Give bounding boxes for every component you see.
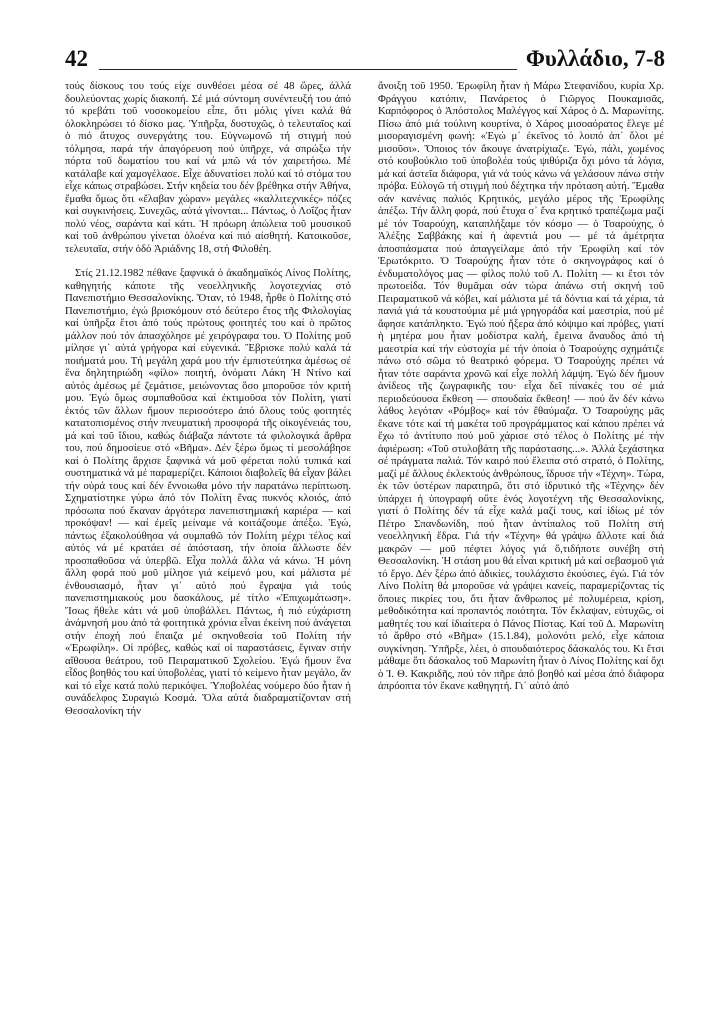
left-column	[65, 80, 351, 717]
journal-title: Φυλλάδιο, 7-8	[525, 46, 665, 71]
paragraph: τούς δίσκους του τούς είχε συνθέσει μέσα σέ 48 ὥρες, ἀλλά δουλεύοντας χωρίς διακοπή. Σέ μιά σύντομη συνέντευξή του ἀπό τό κρεβάτι τοῦ νοσοκομείου εἶπε, ὅτι μόλις γίνει καλά θά ὁλοκληρώσει τό δίσκο μας. Ὑπῆρξα, δυστυχῶς, ὁ τελευταῖος καί ὁ πιό ἄτυχος συνεργάτης του. Εὐγνωμονῶ τή στιγμή πού τόλμησα, παρά τήν ἀπαγόρευση πού ὑπῆρχε, νά σπρώξω τήν πόρτα τοῦ δωματίου του καί νά μπῶ νά τόν χαιρετήσω. Μέ κατάλαβε καί χαμογέλασε. Εἶχε ἀδυνατίσει πολύ καί τό στόμα του εἶχε κάπως στραβώσει. Στήν κηδεία του δέν βρέθηκα στήν Ἀθήνα, ἔμαθα ὅμως ὅτι «ἔλαβαν χώραν» μεγάλες «καλλιτεχνικές» πόζες καί συγκινήσεις. Συνεχῶς, αὐτά γίνονται... Πάντως, ὁ Λοΐζος ἦταν πολύ νέος, σαράντα καί κάτι. Ἡ πρόωρη ἀπώλεια τοῦ μουσικοῦ καί τοῦ ἀνθρώπου γίνεται ὁλοένα καί πιό αἰσθητή. Κατοικοῦσε, τελευταῖα, στήν ὁδό Ἀριάδνης 18, στή Φιλοθέη.	[65, 80, 351, 255]
right-column	[378, 80, 664, 693]
header-rule	[99, 69, 517, 70]
paragraph: Στίς 21.12.1982 πέθανε ξαφνικά ὁ ἀκαδημαϊκός Λίνος Πολίτης, καθηγητής κάποτε τῆς νεοελληνικῆς λογοτεχνίας στό Πανεπιστήμιο Θεσσαλονίκης. Ὅταν, τό 1948, ἦρθε ὁ Πολίτης στό Πανεπιστήμιο, ἐγώ βρισκόμουν στό δεύτερο ἔτος τῆς Φιλολογίας καί ὑπῆρξα ἔτσι ἀπό τούς πρώτους φοιτητές του καί ὁ πρῶτος μάλλον πού τόν ἀπασχόλησε μέ χειρόγραφα του. Ὁ Πολίτης μοῦ μίλησε γι᾿ αὐτά γρήγορα καί εὐγενικά. Ἔβρισκε πολύ καλά τά ποιήματά μου. Τή μεγάλη χαρά μου τήν ἐμπιστεύτηκα ἀμέσως σέ ἕνα δηλητηριώδη «φίλο» ποιητή, ὀνόματι Λάκη Ἠ Ντίνο καί αὐτός ἀμέσως μέ ζεμάτισε, μειώνοντας ὅσο μποροῦσε τόν κριτή μου. Ἐγώ ὅμως συμπαθοῦσα καί ἐκτιμοῦσα τόν Πολίτη, γιατί ἐκτός τῶν ἄλλων ἤμουν περισσότερο ἀπό ὅλους τούς φοιτητές κατατοπισμένος στήν πνευματική προσφορά τῆς οἰκογένειάς του, μά καί τοῦ ἴδιου, καθώς διάβαζα πάντοτε τά φιλολογικά ἄρθρα του, πού δημοσίευε στό «Βῆμα». Δέν ξέρω ὅμως τί μεσολάβησε καί ὁ Πολίτης ἄρχισε ξαφνικά νά μοῦ φέρεται πολύ τυπικά καί συστηματικά νά μέ παραμερίζει. Κάποιοι διαβολεῖς θά εἶχαν βάλει τήν οὐρά τους καί δέν ἔννοιωθα μόνο τήν παρατάνω περίπτωση. Σχηματίστηκε γύρω ἀπό τόν Πολίτη ἕνας πυκνός κλοιός, ἀπό πρόσωπα πού ἔκαναν ἀργότερα πανεπιστημιακή καριέρα — καί προκόψαν! — καί ἐμεῖς μείναμε νά κοιτάζουμε ἀπέξω. Ἐγώ, πάντως ἐξακολούθησα νά συμπαθῶ τόν Πολίτη μέχρι τέλος καί αὐτός νά μέ κρατάει σέ ἀπόσταση, τήν ὁποία ἄλλωστε δέν προσπαθοῦσα νά ὑπερβῶ. Εἶχα πολλά ἄλλα νά κάνω. Ἡ μόνη ἄλλη φορά πού μοῦ μίλησε γιά κείμενό μου, καί μάλιστα μέ ἐνθουσιασμό, ἦταν γι᾿ αὐτό πού ἔγραψα γιά τούς πανεπιστημιακούς μου δασκάλους, μέ τίτλο «Ἐπιχωμάτωση». Ἴσως ἤθελε κάτι νά μοῦ ὑποβάλλει. Πάντως, ἡ πιό εὐχάριστη ἀνάμνησή μου ἀπό τά φοιτητικά χρόνια εἶναι ἐκείνη πού ἀνάγεται στήν ἐποχή πού ἔπαιζα μέ σκηνοθεσία τοῦ Πολίτη τήν «Ἐρωφίλη». Οἱ πρόβες, καθώς καί οἱ παραστάσεις, ἔγιναν στήν αἴθουσα θεάτρου, τοῦ Πειραματικοῦ Σχολείου. Ἐγώ ἤμουν ἕνα εἶδος βοηθός του καί ὑποβολέας, γιατί τό κείμενο ἦταν μεγάλο, ἄν καί τό εἶχε κατά πολύ περικόψει. Ὑποβολέας νούμερο δύο ἦταν ἡ συνάδελφος Συραγιώ Κοσμά. Ὅλα αὐτά διαδραματίζονταν στή Θεσσαλονίκη τήν	[65, 267, 351, 717]
page-number: 42	[65, 46, 88, 71]
paragraph: ἄνοιξη τοῦ 1950. Ἐρωφίλη ἦταν ἡ Μάρω Στεφανίδου, κυρία Χρ. Φράγγου κατόπιν, Πανάρετος ὁ Γιῶργος Πουκαμισᾶς, Καρπόφορος ὁ Ἀπόστολος Μαλέγγος καί Χάρος ὁ Δ. Μαρωνίτης. Πίσω ἀπό μιά τούλινη κουρτίνα, ὁ Χάρος μισοαόρατος ἔλεγε μέ μισοραγισμένη φωνή: «Ἐγώ μ᾿ ἐκεῖνος τό λοιπό ἀπ᾿ ὅλοι μέ μισοῦσι». Ὅποιος τόν ἄκουγε ἀνατρίχιαζε. Ἐγώ, πάλι, χωμένος στό κουβούκλιο τοῦ ὑποβολέα τούς ψιθύριζα ὄχι μόνο τά λόγια, μά καί ἀστεῖα διάφορα, γιά νά τούς κάνω νά γελάσουν πάνω στήν πρόβα. Εὐλογῶ τή στιγμή πού δέχτηκα τήν πρόταση αὐτή. Ἔμαθα σάν κανένας παλιός Κρητικός, μεγάλο μέρος τῆς Ἐρωφίλης ἀπέξω. Τήν ἄλλη φορά, πού ἔτυχα σ᾿ ἕνα κρητικό τραπέζωμα μαζί μέ τόν Τσαρούχη, καταπλήξαμε τόν κόσμο — ὁ Τσαρούχης, ὁ Ἀλέξης Σαββάκης καί ἡ ἀφεντιά μου — μέ τά ἀμέτρητα ἀποσπάσματα πού ἀπαγγείλαμε ἀπό τήν Ἐρωφίλη καί τόν Ἐρωτόκριτο. Ὁ Τσαρούχης ἦταν τότε ὁ σκηνογράφος καί ὁ ἐνδυματολόγος μας — φίλος πολύ τοῦ Λ. Πολίτη — κι ἔτσι τόν πρωτοείδα. Τόν θυμᾶμαι σάν τώρα ἀπάνω στή σκηνή τοῦ Πειραματικοῦ νά κόβει, καί μάλιστα μέ τά δόντια καί τά χέρια, τά πανιά γιά τά κουστούμια μέ μιά γρηγοράδα καί μαεστρία, πού μέ ἄφησε κατάπληκτο. Ἐγώ πού ἤξερα ἀπό κόψιμο καί πρόβες, γιατί ἡ μητέρα μου ἦταν μοδίστρα καλή, ἔμεινα ἄναυδος ἀπό τή μαεστρία καί τήν εὐστοχία μέ τήν ὁποία ὁ Τσαρούχης σχημάτιζε πάνω στό σῶμα τό θεατρικό φόρεμα. Ὁ Τσαρούχης πρέπει νά ἦταν τότε σαράντα χρονῶ καί εἶχε πολλή λάμψη. Ἐγώ δέν ἤμουν ἀνίδεος τῆς ζωγραφικῆς του· εἶχα δεῖ πίνακές του σέ μιά περιοδεύουσα ἔκθεση — σπουδαία ἔκθεση! — πού ἄν δέν κάνω λάθος λεγόταν «Ρόμβος» καί τόν ἔθαύμαζα. Ὁ Τσαρούχης μᾶς ἔκανε τότε καί τή μακέτα τοῦ προγράμματος καί κάπου πρέπει νά ἔχω τό ἀντίτυπο πού μοῦ χάρισε στό τέλος ὁ Πολίτης μέ τήν ἀφιέρωση: «Τοῦ στυλοβάτη τῆς παράστασης...». Ἀλλά ξεχάστηκα σέ πράγματα παλιά. Τόν καιρό πού ἔλειπα στό στρατό, ὁ Πολίτης, μαζί μέ ἄλλους ἐκλεκτούς ἀνθρώπους, ἵδρυσε τήν «Τέχνη». Τώρα, ἐκ τῶν ὑστέρων παρατηρῶ, ὅτι στό ἱδρυτικό τῆς «Τέχνης» δέν ὑπάρχει ἡ ὑπογραφή οὔτε ἑνός λογοτέχνη τῆς Θεσσαλονίκης, γιατί ὁ Πολίτης δέν τά εἶχε καλά μαζί τους, καί ἰδίως μέ τόν Πέτρο Σπανδωνίδη, πού ἦταν ἀντίπαλος τοῦ Πολίτη στή νεοελληνική ἕδρα. Γιά τήν «Τέχνη» θά γράψω ἄλλοτε καί διά μακρῶν — μοῦ πέφτει λόγος γιά ὅ,τιδήποτε συνέβη στή Θεσσαλονίκη. Ἡ στάση μου θά εἶναι κριτική μά καί σεβασμοῦ γιά τό ἔργο. Δέν ξέρω ἀπό ἀδικίες, τουλάχιστο ἑκούσιες, ἐγώ. Γιά τόν Λίνο Πολίτη θά μποροῦσε νά γράψει κανείς, παραμερίζοντας τίς ὅποιες πικρίες του, ὅτι ἦταν ἄνθρωπος μέ πολυμέρεια, κρίση, μεθοδικότητα καί προπαντός ποιότητα. Τόν ἔκλαψαν, εὐτυχῶς, οἱ μαθητές του καί ἰδιαίτερα ὁ Πάνος Πίστας. Καί τοῦ Δ. Μαρωνίτη τό ἄρθρο στό «Βῆμα» (15.1.84), μολονότι μελό, εἶχε κάποια συγκίνηση. Ὑπῆρξε, λέει, ὁ σπουδαιότερος δάσκαλός του. Κι ἔτσι μάθαμε ὅτι δάσκαλος τοῦ Μαρωνίτη ἦταν ὁ Λίνος Πολίτης καί ὄχι ὁ Ἰ. Θ. Κακριδῆς, πού τόν πῆρε ἀπό βοηθό καί μέσα ἀπό διάφορα ἀπρόοπτα τόν ἔκανε καθηγητή. Γι᾿ αὐτό ἀπό	[378, 80, 664, 692]
page-header	[65, 44, 665, 76]
